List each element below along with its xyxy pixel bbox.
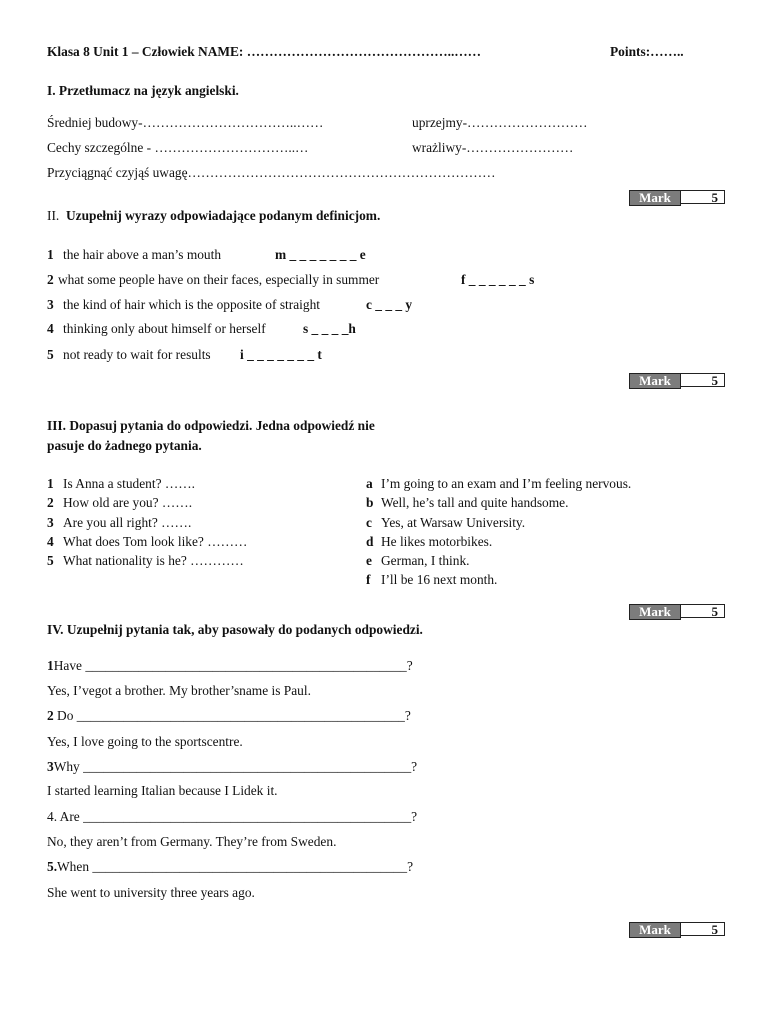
definition-item-2 [47, 273, 379, 286]
given-answer-3: I started learning Italian because I Lidek it. [47, 783, 278, 798]
answer-text: Yes, at Warsaw University. [381, 515, 526, 530]
translate-item-5: Przyciągnąć czyjąś uwagę…………………………………………………………… [47, 165, 496, 180]
definition-item-3 [47, 298, 320, 311]
item-number: 2 [47, 708, 54, 723]
definition-text: the hair above a man’s mouth [63, 247, 222, 262]
mark-box-3 [629, 604, 725, 620]
mark-label: Mark [629, 190, 681, 206]
given-answer-2: Yes, I love going to the sportscentre. [47, 734, 243, 749]
mark-box-4 [629, 922, 725, 938]
mark-box-1 [629, 190, 725, 206]
definition-item-1 [47, 248, 221, 261]
answer-b [366, 496, 568, 509]
question-text: What does Tom look like? ……… [63, 534, 248, 549]
answer-letter: f [366, 572, 371, 587]
question-start: Are [57, 809, 80, 824]
section-3-heading-line2: pasuje do żadnego pytania. [47, 438, 202, 453]
item-number: 5. [47, 859, 58, 874]
item-number: 1 [47, 476, 54, 491]
mark-value: 5 [681, 604, 725, 618]
answer-letter: c [366, 515, 372, 530]
question-start: When [57, 859, 90, 874]
mark-value: 5 [681, 922, 725, 936]
given-answer-5: She went to university three years ago. [47, 885, 255, 900]
answer-text: I’m going to an exam and I’m feeling nervous. [381, 476, 632, 491]
definition-text: not ready to wait for results [63, 347, 211, 362]
answer-d [366, 535, 492, 548]
section-4-heading: IV. Uzupełnij pytania tak, aby pasowały do podanych odpowiedzi. [47, 622, 423, 637]
question-start: Have [53, 658, 82, 673]
item-number: 2 [47, 272, 54, 287]
item-number: 2 [47, 495, 54, 510]
question-2 [47, 496, 192, 509]
answer-a [366, 477, 631, 490]
question-text: Is Anna a student? ……. [63, 476, 196, 491]
answer-f [366, 573, 497, 586]
question-text: How old are you? ……. [63, 495, 193, 510]
definition-answer-2: f _ _ _ _ _ _ s [461, 272, 535, 287]
section-2-number: II. [47, 208, 60, 223]
worksheet-title: Klasa 8 Unit 1 – Człowiek NAME: ………………………………………..…… [47, 44, 482, 59]
translate-item-4: wrażliwy-…………………… [412, 140, 574, 155]
translate-item-1: Średniej budowy-……………………………..…… [47, 115, 324, 130]
question-text: Are you all right? ……. [63, 515, 192, 530]
section-1-heading: I. Przetłumacz na język angielski. [47, 83, 239, 98]
mark-label: Mark [629, 604, 681, 620]
definition-answer-4: s _ _ _ _h [303, 321, 356, 336]
answer-text: He likes motorbikes. [381, 534, 493, 549]
answer-text: Well, he’s tall and quite handsome. [381, 495, 569, 510]
answer-text: I’ll be 16 next month. [381, 572, 498, 587]
item-number: 1 [47, 658, 54, 673]
answer-line: _________________________________________________? [83, 809, 418, 824]
answer-letter: d [366, 534, 374, 549]
definition-text: the kind of hair which is the opposite of straight [63, 297, 320, 312]
answer-line: ________________________________________________? [85, 658, 413, 673]
item-number: 3 [47, 759, 54, 774]
question-text: What nationality is he? ………… [63, 553, 244, 568]
complete-question-5 [47, 860, 413, 873]
definition-text: thinking only about himself or herself [63, 321, 266, 336]
answer-letter: b [366, 495, 374, 510]
item-number: 3 [47, 515, 54, 530]
section-2-heading [47, 209, 380, 222]
item-number: 3 [47, 297, 54, 312]
mark-value: 5 [681, 373, 725, 387]
complete-question-3 [47, 760, 417, 773]
mark-label: Mark [629, 373, 681, 389]
answer-line: _______________________________________________? [92, 859, 414, 874]
item-number: 4. [47, 809, 58, 824]
question-3 [47, 516, 191, 529]
definition-answer-3: c _ _ _ y [366, 297, 413, 312]
section-2-instruction: Uzupełnij wyrazy odpowiadające podanym definicjom. [65, 208, 381, 223]
mark-label: Mark [629, 922, 681, 938]
answer-line: _________________________________________________? [83, 759, 418, 774]
points-field: Points:…….. [610, 44, 684, 59]
given-answer-4: No, they aren’t from Germany. They’re from Sweden. [47, 834, 337, 849]
answer-line: _________________________________________________? [76, 708, 411, 723]
question-4 [47, 535, 247, 548]
mark-value: 5 [681, 190, 725, 204]
answer-text: German, I think. [381, 553, 470, 568]
definition-item-5 [47, 348, 211, 361]
item-number: 4 [47, 321, 54, 336]
answer-letter: e [366, 553, 372, 568]
item-number: 5 [47, 553, 54, 568]
section-3-heading-line1: III. Dopasuj pytania do odpowiedzi. Jedna odpowiedź nie [47, 418, 375, 433]
definition-answer-1: m _ _ _ _ _ _ _ e [275, 247, 366, 262]
answer-letter: a [366, 476, 373, 491]
complete-question-4 [47, 810, 417, 823]
complete-question-1 [47, 659, 413, 672]
definition-text: what some people have on their faces, especially in summer [58, 272, 380, 287]
answer-c [366, 516, 525, 529]
complete-question-2 [47, 709, 411, 722]
question-5 [47, 554, 244, 567]
translate-item-2: uprzejmy-……………………… [412, 115, 588, 130]
item-number: 4 [47, 534, 54, 549]
definition-item-4 [47, 322, 266, 335]
question-start: Why [53, 759, 80, 774]
answer-e [366, 554, 470, 567]
given-answer-1: Yes, I’vegot a brother. My brother’sname is Paul. [47, 683, 311, 698]
mark-box-2 [629, 373, 725, 389]
question-1 [47, 477, 195, 490]
item-number: 1 [47, 247, 54, 262]
question-start: Do [53, 708, 74, 723]
definition-answer-5: i _ _ _ _ _ _ _ t [240, 347, 322, 362]
translate-item-3: Cechy szczególne - …………………………..… [47, 140, 309, 155]
item-number: 5 [47, 347, 54, 362]
